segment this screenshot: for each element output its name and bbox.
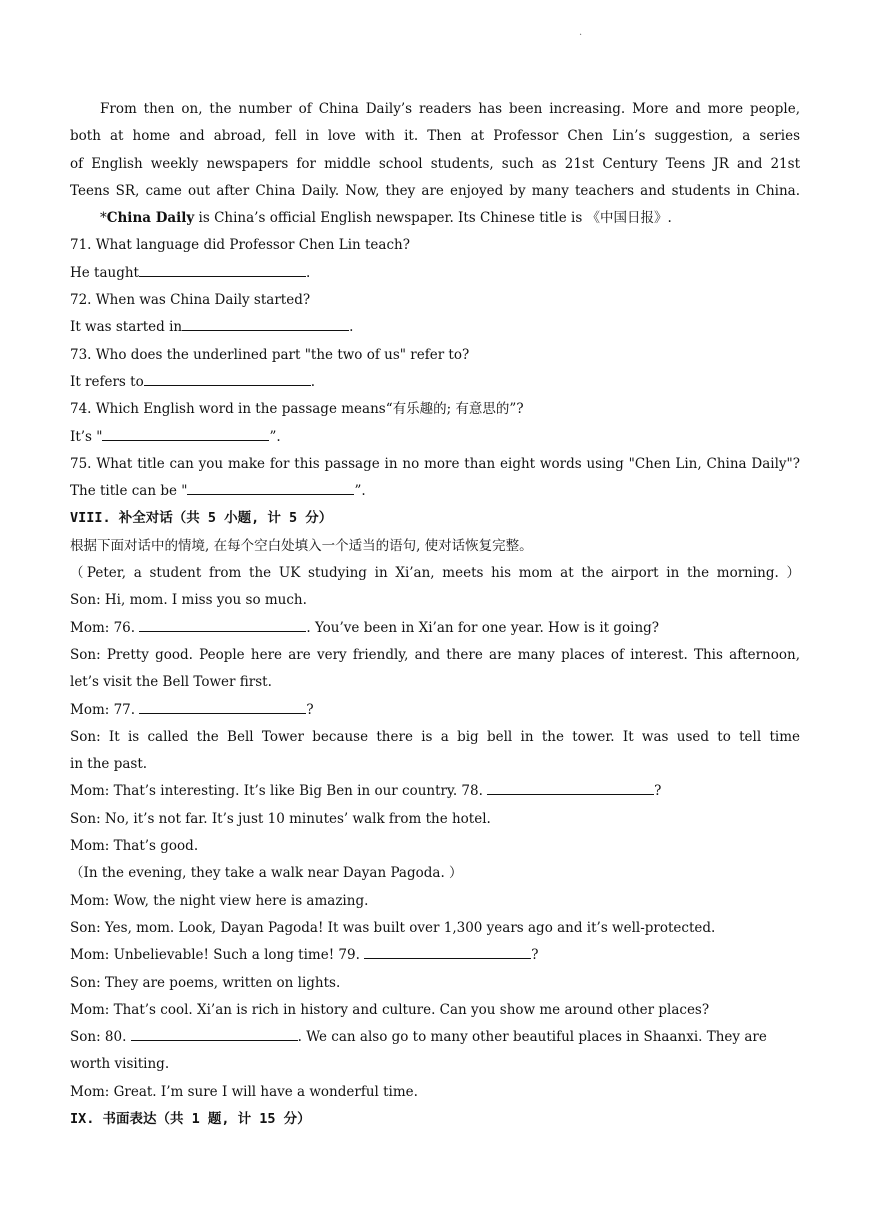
passage-line: Teens SR, came out after China Daily. Now, they are enjoyed by many teachers and students in China.	[70, 182, 800, 199]
dialogue-blank-78[interactable]	[487, 779, 654, 795]
passage-line: From then on, the number of China Daily’s readers has been increasing. More and more people,	[100, 101, 800, 117]
answer-suffix: .	[349, 319, 354, 336]
question-74: 74. Which English word in the passage means“有乐趣的; 有意思的”?	[70, 401, 524, 418]
dialogue-prefix: Son: 80.	[70, 1029, 131, 1046]
dialogue-line: Mom: That’s good.	[70, 838, 199, 855]
dialogue-line: Son: They are poems, written on lights.	[70, 974, 341, 991]
answer-75	[70, 478, 800, 505]
dialogue-suffix: . We can also go to many other beautiful places in Shaanxi. They are	[297, 1029, 767, 1046]
question-75: 75. What title can you make for this passage in no more than eight words using "Chen Lin, China Daily"?	[70, 455, 800, 472]
section-dialogue	[70, 505, 800, 1106]
dialogue-line: Mom: Wow, the night view here is amazing.	[70, 892, 369, 909]
scene-description: （Peter, a student from the UK studying in Xi’an, meets his mom at the airport in the morning. ）	[70, 565, 800, 582]
dialogue-line: Son: Hi, mom. I miss you so much.	[70, 592, 307, 609]
dialogue-line-76	[70, 615, 800, 642]
dialogue-line: Mom: That’s cool. Xi’an is rich in history and culture. Can you show me around other places?	[70, 1001, 710, 1018]
dialogue-line: Son: Pretty good. People here are very friendly, and there are many places of interest. This afternoon,	[70, 646, 800, 663]
dialogue-blank-76[interactable]	[139, 616, 306, 632]
answer-blank[interactable]	[182, 315, 349, 331]
exam-page	[70, 96, 800, 1133]
answer-blank[interactable]	[144, 370, 311, 386]
answer-73	[70, 369, 800, 396]
answer-prefix: It refers to	[70, 373, 144, 390]
note-text: is China’s official English newspaper. Its Chinese title is 《中国日报》.	[194, 210, 672, 227]
answer-blank[interactable]	[102, 425, 269, 441]
dialogue-suffix: . You’ve been in Xi’an for one year. How is it going?	[306, 619, 660, 636]
dialogue-blank-80[interactable]	[131, 1025, 298, 1041]
answer-prefix: It’s "	[70, 428, 103, 445]
answer-72	[70, 314, 800, 341]
dialogue-suffix: ?	[654, 783, 662, 800]
question-71: 71. What language did Professor Chen Lin teach?	[70, 237, 410, 254]
section-title: IX. 书面表达（共 1 题, 计 15 分）	[70, 1110, 311, 1127]
dialogue-blank-79[interactable]	[364, 943, 531, 959]
dialogue-line: Mom: Great. I’m sure I will have a wonderful time.	[70, 1083, 418, 1100]
scene-description: （In the evening, they take a walk near Dayan Pagoda. ）	[70, 865, 463, 882]
passage-note	[70, 205, 800, 232]
dialogue-line: Son: No, it’s not far. It’s just 10 minutes’ walk from the hotel.	[70, 810, 491, 827]
dialogue-prefix: Mom: Unbelievable! Such a long time! 79.	[70, 947, 365, 964]
question-list	[70, 232, 800, 505]
note-star: *	[100, 210, 107, 227]
dialogue-line-78	[70, 778, 800, 805]
section-instruction: 根据下面对话中的情境, 在每个空白处填入一个适当的语句, 使对话恢复完整。	[70, 537, 533, 554]
answer-blank[interactable]	[187, 479, 354, 495]
answer-71	[70, 260, 800, 287]
answer-74	[70, 424, 800, 451]
dialogue-prefix: Mom: That’s interesting. It’s like Big Ben in our country. 78.	[70, 783, 488, 800]
dialogue-line: Son: Yes, mom. Look, Dayan Pagoda! It was built over 1,300 years ago and it’s well-protected.	[70, 919, 716, 936]
question-73: 73. Who does the underlined part "the two of us" refer to?	[70, 346, 470, 363]
header-mark: ·	[579, 30, 583, 41]
dialogue-line: worth visiting.	[70, 1056, 170, 1073]
dialogue-line: in the past.	[70, 756, 148, 773]
dialogue-prefix: Mom: 76.	[70, 619, 140, 636]
passage-line: both at home and abroad, fell in love with it. Then at Professor Chen Lin’s suggestion, a series	[70, 128, 800, 145]
dialogue-blank-77[interactable]	[139, 698, 306, 714]
dialogue-line-77	[70, 697, 800, 724]
answer-blank[interactable]	[139, 261, 306, 277]
answer-suffix: .	[305, 264, 311, 281]
dialogue-line-79	[70, 942, 800, 969]
section-writing	[70, 1106, 800, 1133]
passage-line: of English weekly newspapers for middle school students, such as 21st Century Teens JR and 21st	[70, 155, 800, 172]
answer-prefix: He taught	[70, 264, 139, 281]
question-72: 72. When was China Daily started?	[70, 292, 311, 309]
dialogue-suffix: ?	[306, 701, 314, 718]
answer-suffix: .	[310, 373, 315, 390]
answer-prefix: The title can be "	[70, 483, 188, 500]
answer-suffix: ”.	[269, 428, 281, 445]
dialogue-prefix: Mom: 77.	[70, 701, 140, 718]
reading-passage	[70, 96, 800, 232]
section-title: VIII. 补全对话（共 5 小题, 计 5 分）	[70, 510, 333, 527]
dialogue-line: Son: It is called the Bell Tower because there is a big bell in the tower. It was used to tell time	[70, 728, 800, 745]
answer-prefix: It was started in	[70, 319, 183, 336]
dialogue-line: let’s visit the Bell Tower first.	[70, 674, 272, 691]
dialogue-suffix: ?	[531, 947, 539, 964]
note-bold-title: China Daily	[106, 210, 195, 227]
answer-suffix: ”.	[354, 483, 366, 500]
dialogue-line-80	[70, 1024, 800, 1051]
